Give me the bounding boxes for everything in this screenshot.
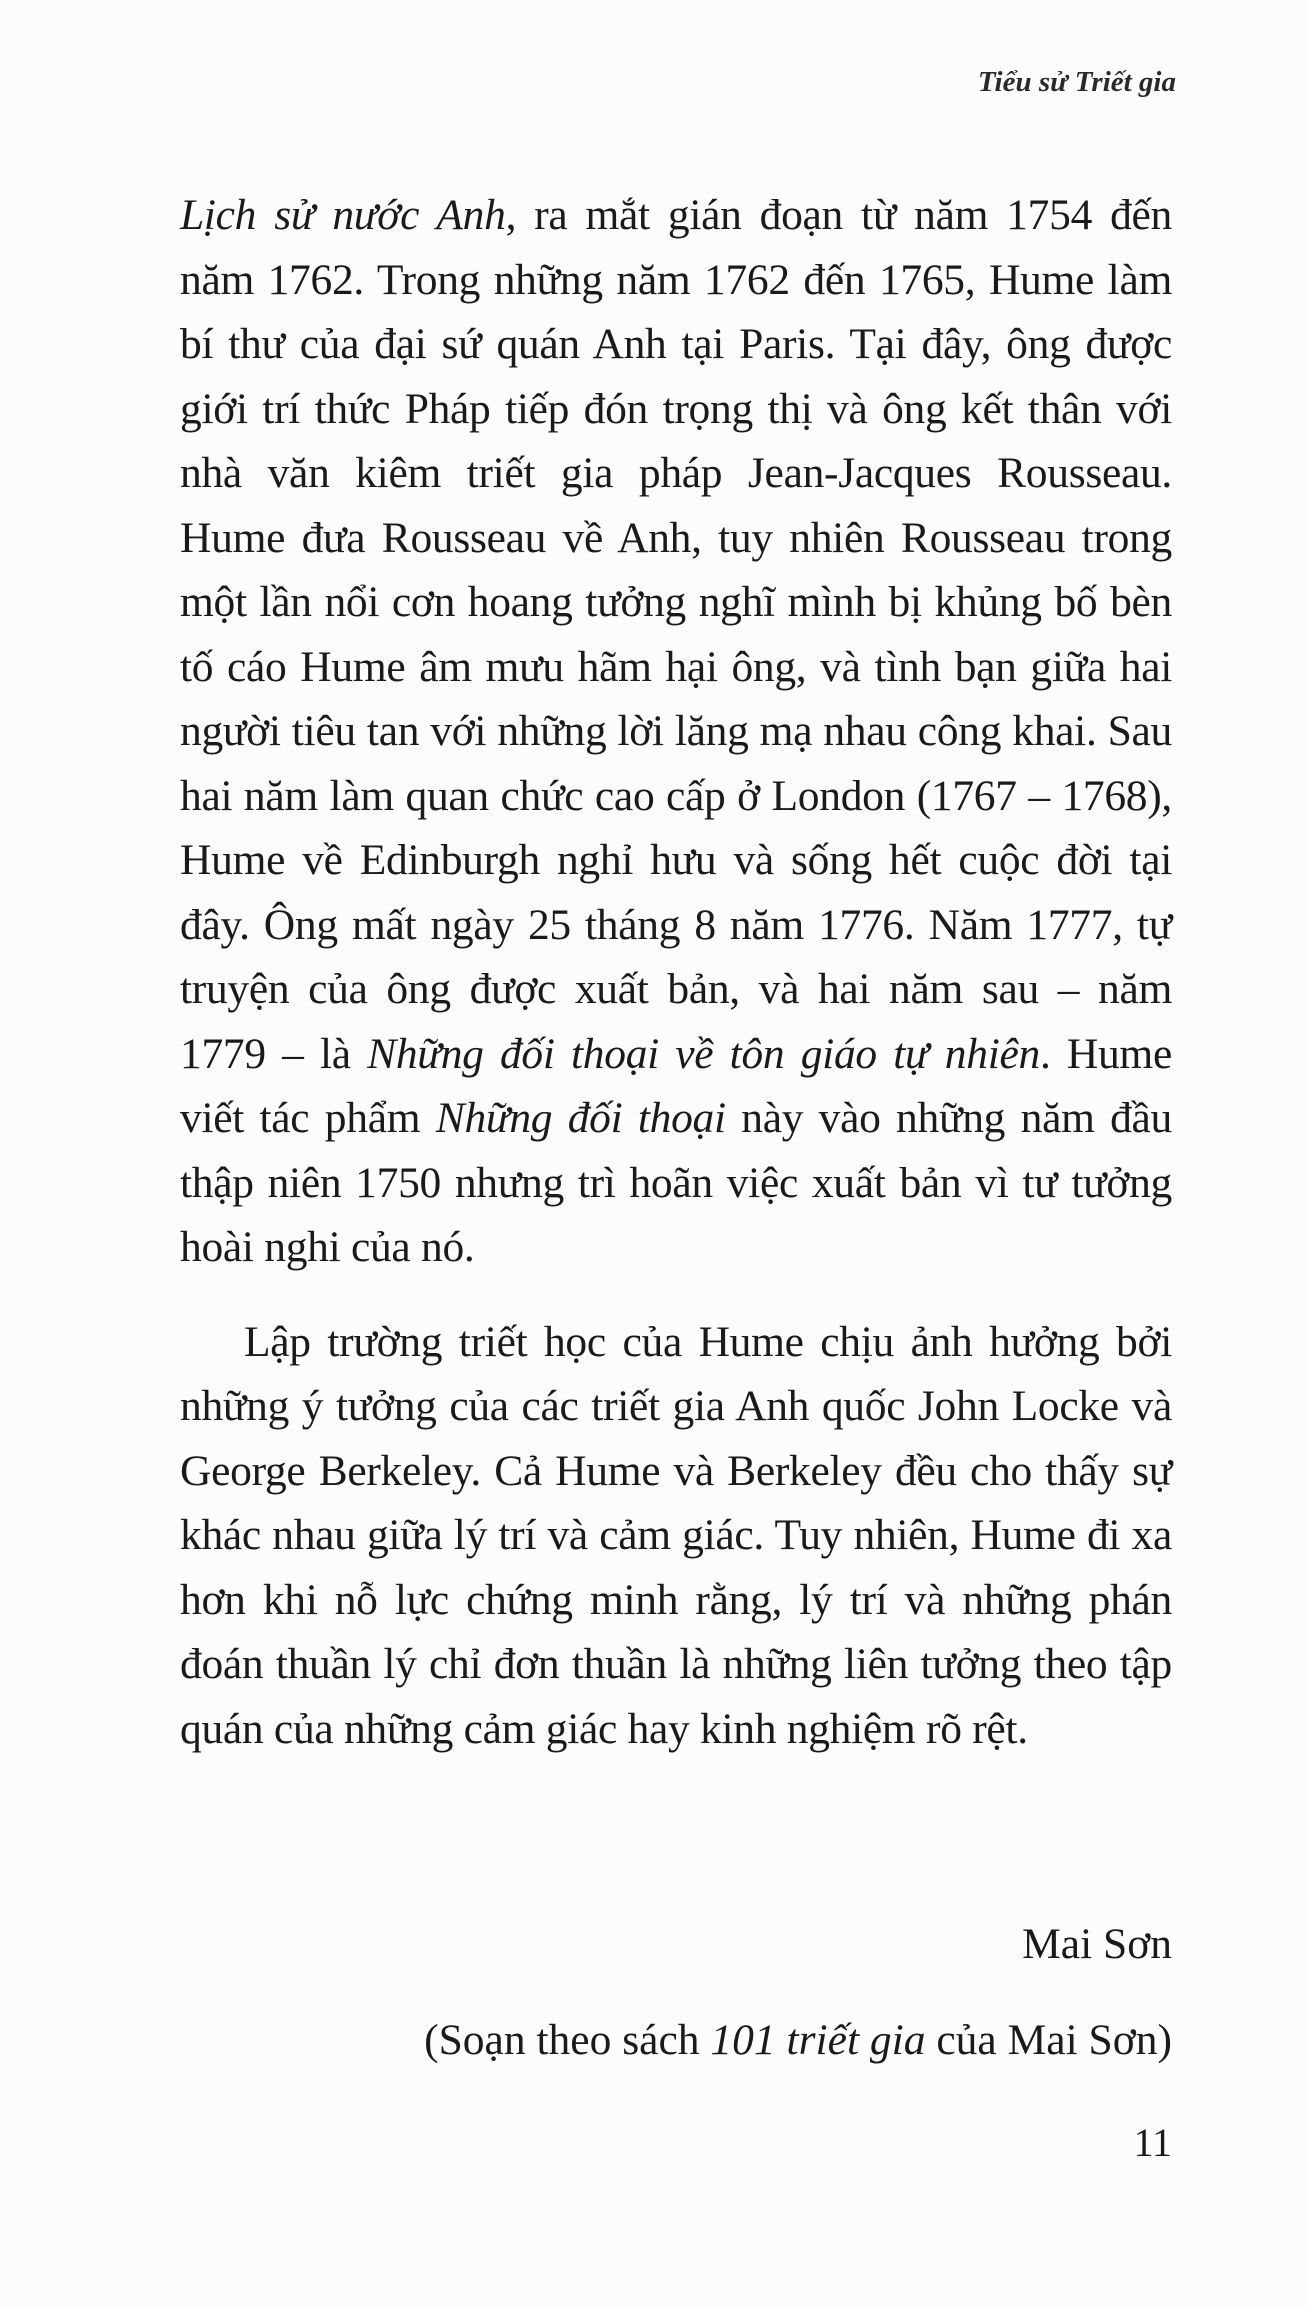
running-header: Tiểu sử Triết gia: [977, 66, 1176, 98]
source-suffix: của Mai Sơn): [925, 2016, 1172, 2064]
paragraph-1-text-c: này vào những năm đầu thập niên 1750 nhưng trì hoãn việc xuất bản vì tư tưởng hoài nghi của nó.: [180, 1094, 1173, 1271]
paragraph-1-text-a: , ra mắt gián đoạn từ năm 1754 đến năm 1762. Trong những năm 1762 đến 1765, Hume làm bí thư của đại sứ quán Anh tại Paris. Tại đây, ông được giới trí thức Pháp tiếp đón trọng thị và ông kết thân với nhà văn kiêm triết gia pháp Jean-Jacques Rousseau. Hume đưa Rousseau về Anh, tuy nhiên Rousseau trong một lần nổi cơn hoang tưởng nghĩ mình bị khủng bố bèn tố cáo Hume âm mưu hãm hại ông, và tình bạn giữa hai người tiêu tan với những lời lăng mạ nhau công khai. Sau hai năm làm quan chức cao cấp ở London (1767 – 1768), Hume về Edinburgh nghỉ hưu và sống hết cuộc đời tại đây. Ông mất ngày 25 tháng 8 năm 1776. Năm 1777, tự truyện của ông được xuất bản, và hai năm sau – năm 1779 – là: [180, 191, 1172, 1078]
source-prefix: (Soạn theo sách: [424, 2016, 711, 2064]
source-note: [424, 2008, 1172, 2073]
work-short-title-italic: Những đối thoại: [435, 1094, 726, 1142]
book-title-italic: Lịch sử nước Anh: [180, 191, 506, 239]
author-signature: Mai Sơn: [1022, 1920, 1172, 1968]
paragraph-2: Lập trường triết học của Hume chịu ảnh hưởng bởi những ý tưởng của các triết gia Anh quốc John Locke và George Berkeley. Cả Hume và Berkeley đều cho thấy sự khác nhau giữa lý trí và cảm giác. Tuy nhiên, Hume đi xa hơn khi nỗ lực chứng minh rằng, lý trí và những phán đoán thuần lý chỉ đơn thuần là những liên tưởng theo tập quán của những cảm giác hay kinh nghiệm rõ rệt.: [180, 1317, 1172, 1753]
page-number: 11: [1133, 2120, 1172, 2165]
paragraph-1: [180, 183, 1172, 1280]
paragraph-1-text-b: . Hume viết tác phẩm: [180, 1029, 1172, 1142]
source-book-title: 101 triết gia: [710, 2016, 926, 2064]
work-title-italic: Những đối thoại về tôn giáo tự nhiên: [367, 1029, 1040, 1078]
body-text: [180, 183, 1172, 1761]
